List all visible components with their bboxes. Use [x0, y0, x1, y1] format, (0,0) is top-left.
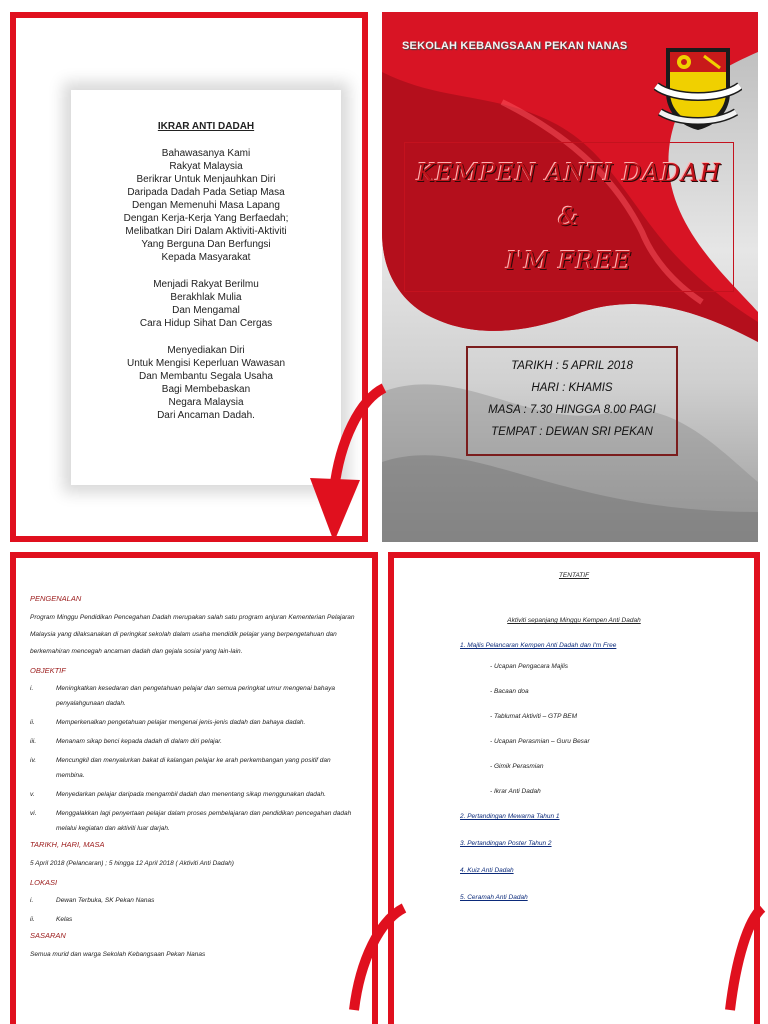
tentatif-subitem: - Gimik Perasmian [490, 763, 544, 770]
tentatif-subitem: - Ikrar Anti Dadah [490, 788, 541, 795]
lokasi-list [30, 893, 358, 927]
event-info-box [466, 346, 678, 456]
ikrar-line: Kepada Masyarakat [161, 252, 251, 263]
tentatif-subitem: - Ucapan Pengacara Majlis [490, 663, 569, 670]
list-item-text: Menyedarkan pelajar daripada mengambil dadah dan menentang sikap menggunakan dadah. [56, 791, 326, 798]
cover-title-line-1: KEMPEN ANTI DADAH [416, 159, 722, 187]
ikrar-line: Untuk Mengisi Keperluan Wawasan [126, 358, 286, 369]
list-item-text: Menggalakkan lagi penyertaan pelajar dalam proses pembelajaran dan pendidikan pencegahan dadah melalui kegiatan dan aktiviti luar darjah. [56, 810, 352, 832]
ikrar-title: IKRAR ANTI DADAH [157, 121, 255, 132]
list-item [30, 893, 358, 908]
list-item [30, 681, 358, 711]
pengenalan-paragraph: Program Minggu Pendidikan Pencegahan Dadah merupakan salah satu program anjuran Kementerian Pelajaran Malaysia yang dilaksanakan di peringkat sekolah dalam usaha mendidik pelajar yang berpengetahuan dan berkemahiran mencegah ancaman dadah dan gejala sosial yang lain-lain. [30, 614, 355, 655]
pengenalan-heading: PENGENALAN [30, 594, 82, 603]
ikrar-line: Bagi Membebaskan [161, 384, 251, 395]
list-item-text: Kelas [56, 916, 73, 923]
list-item-text: Dewan Terbuka, SK Pekan Nanas [56, 897, 155, 904]
tentatif-subitems [394, 663, 754, 795]
title-frame [404, 142, 734, 292]
red-arrow-decoration-bottom [320, 900, 410, 1024]
list-item-number: v. [30, 791, 35, 798]
list-item-number: ii. [30, 719, 35, 726]
ikrar-line: Dan Mengamal [172, 305, 240, 316]
list-item-text: Menanam sikap benci kepada dadah di dalam diri pelajar. [56, 738, 222, 745]
ikrar-line: Negara Malaysia [168, 397, 244, 408]
objektif-heading: OBJEKTIF [30, 666, 66, 675]
school-crest-logo [654, 42, 742, 132]
cover-page [382, 12, 758, 542]
objektif-list [30, 681, 358, 836]
list-item [30, 806, 358, 836]
ikrar-line: Dari Ancaman Dadah. [157, 410, 255, 421]
ikrar-line: Dan Membantu Segala Usaha [139, 371, 273, 382]
ikrar-line: Melibatkan Diri Dalam Aktiviti-Aktiviti [125, 226, 287, 237]
tentatif-item: 2. Pertandingan Mewarna Tahun 1 [460, 813, 560, 820]
ikrar-line: Menyediakan Diri [167, 345, 245, 356]
ikrar-line: Rakyat Malaysia [169, 161, 243, 172]
tentatif-item-1: 1. Majlis Pelancaran Kempen Anti Dadah dan I'm Free [460, 642, 617, 649]
tarikh-text: 5 April 2018 (Pelancaran) ; 5 hingga 12 April 2018 ( Aktiviti Anti Dadah) [30, 860, 234, 867]
ikrar-line: Menjadi Rakyat Berilmu [153, 279, 259, 290]
list-item-text: Mencungkil dan menyalurkan bakat di kalangan pelajar ke arah perkembangan yang positif dan membina. [56, 757, 331, 779]
tentatif-subtitle: Aktiviti sepanjang Minggu Kempen Anti Dadah [507, 617, 641, 624]
ikrar-line: Berakhlak Mulia [170, 292, 242, 303]
list-item [30, 734, 358, 749]
list-item [30, 753, 358, 783]
lokasi-heading: LOKASI [30, 878, 58, 887]
sasaran-text: Semua murid dan warga Sekolah Kebangsaan Pekan Nanas [30, 951, 206, 958]
school-name: SEKOLAH KEBANGSAAN PEKAN NANAS [402, 40, 628, 52]
ikrar-line: Bahawasanya Kami [161, 148, 251, 159]
list-item-number: ii. [30, 916, 35, 923]
ikrar-line: Daripada Dadah Pada Setiap Masa [127, 187, 285, 198]
event-day: HARI : KHAMIS [531, 382, 613, 394]
list-item-number: iv. [30, 757, 37, 764]
tentatif-items [394, 813, 754, 901]
list-item-number: i. [30, 685, 34, 692]
list-item [30, 787, 358, 802]
ikrar-line: Berikrar Untuk Menjauhkan Diri [136, 174, 276, 185]
list-item [30, 912, 358, 927]
tentatif-item: 3. Pertandingan Poster Tahun 2 [460, 840, 552, 847]
list-item-text: Memperkenalkan pengetahuan pelajar mengenai jenis-jenis dadah dan bahaya dadah. [56, 719, 306, 726]
list-item-number: iii. [30, 738, 37, 745]
tentatif-subitem: - Tablumat Aktiviti – GTP BEM [490, 713, 578, 720]
ikrar-block-1 [71, 147, 341, 264]
cover-title-ampersand: & [557, 203, 581, 231]
event-date: TARIKH : 5 APRIL 2018 [511, 360, 633, 372]
ikrar-line: Yang Berguna Dan Berfungsi [141, 239, 271, 250]
ikrar-line: Dengan Memenuhi Masa Lapang [132, 200, 280, 211]
list-item [30, 715, 358, 730]
cover-title-line-3: I'M FREE [505, 247, 633, 275]
list-item-text: Meningkatkan kesedaran dan pengetahuan pelajar dan semua peringkat umur mengenai bahaya penyalahgunaan dadah. [56, 685, 335, 707]
sasaran-heading: SASARAN [30, 931, 66, 940]
red-arrow-decoration-right [700, 900, 768, 1024]
tentatif-heading: TENTATIF [558, 572, 590, 579]
ikrar-line: Dengan Kerja-Kerja Yang Berfaedah; [123, 213, 289, 224]
ikrar-line: Cara Hidup Sihat Dan Cergas [139, 318, 273, 329]
event-venue: TEMPAT : DEWAN SRI PEKAN [491, 426, 653, 438]
tentatif-item: 4. Kuiz Anti Dadah [460, 867, 514, 874]
tentatif-subitem: - Ucapan Perasmian – Guru Besar [490, 738, 590, 745]
red-arrow-decoration [300, 380, 390, 550]
list-item-number: i. [30, 897, 34, 904]
tarikh-heading: TARIKH, HARI, MASA [30, 840, 105, 849]
tentatif-item: 5. Ceramah Anti Dadah [460, 894, 528, 901]
event-time: MASA : 7.30 HINGGA 8.00 PAGI [488, 404, 656, 416]
tentatif-subitem: - Bacaan doa [490, 688, 529, 695]
list-item-number: vi. [30, 810, 37, 817]
ikrar-block-2 [71, 278, 341, 330]
